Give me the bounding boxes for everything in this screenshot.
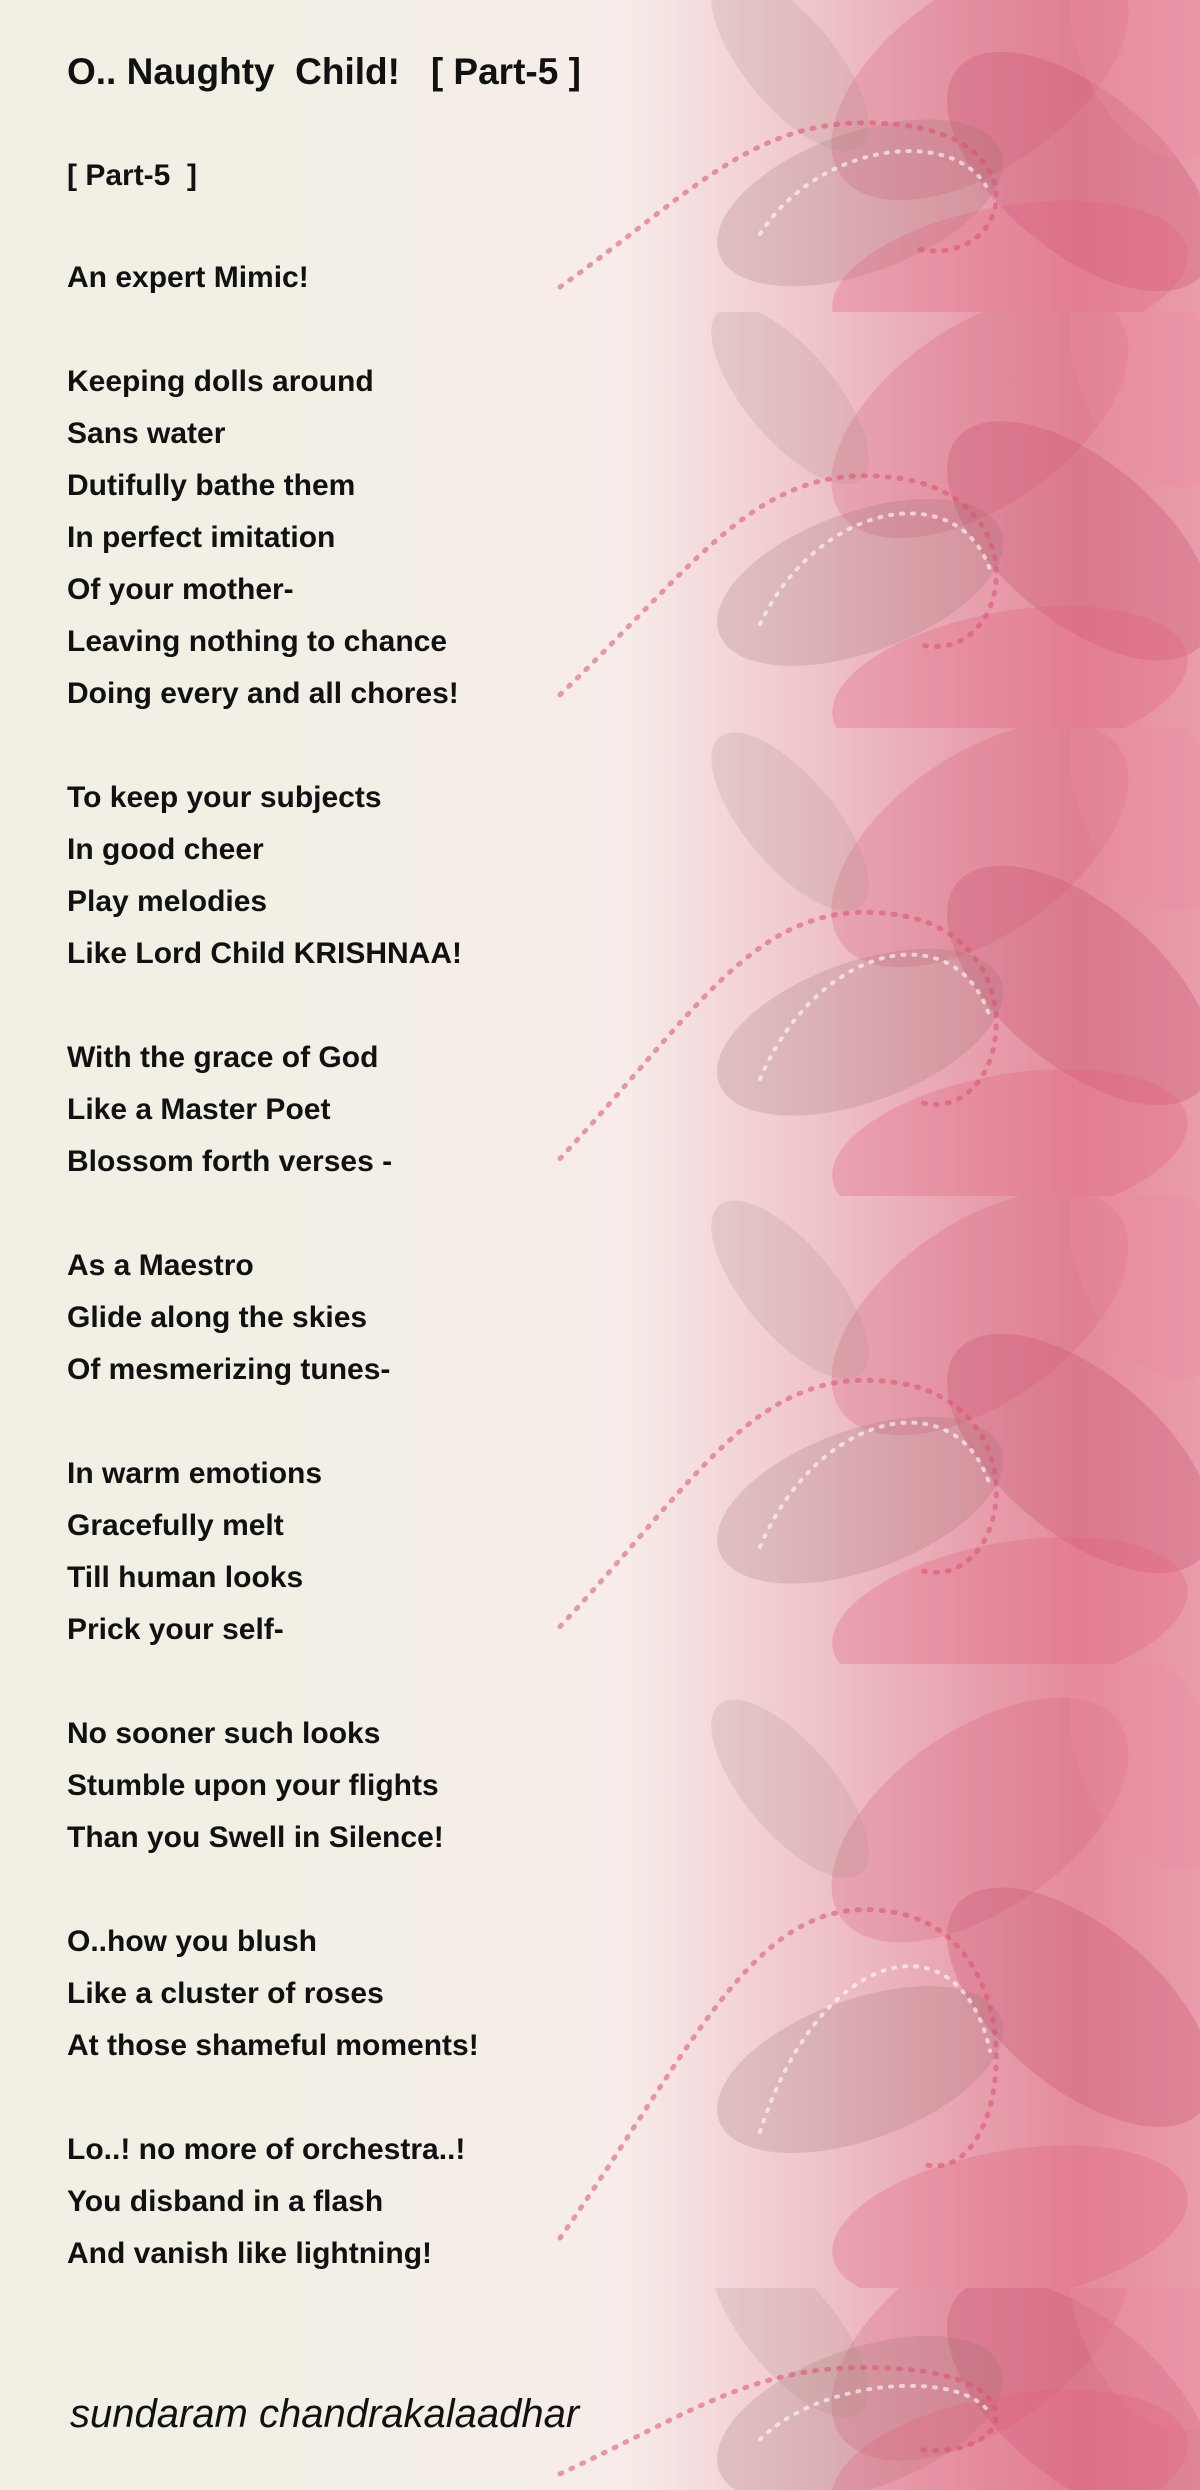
poem-line: [ Part-5 ] <box>67 159 198 192</box>
poem-line: Lo..! no more of orchestra..! <box>67 2133 466 2166</box>
poem-line: And vanish like lightning! <box>67 2237 433 2270</box>
poem-line: Like a Master Poet <box>67 1093 331 1126</box>
poem-line: At those shameful moments! <box>67 2029 479 2062</box>
poem-line: Of your mother- <box>67 573 294 606</box>
poem-line: Gracefully melt <box>67 1509 284 1542</box>
floral-pattern <box>0 2288 1200 2490</box>
poem-line: Blossom forth verses - <box>67 1145 393 1178</box>
poem-line: Keeping dolls around <box>67 365 374 398</box>
poem-line: Play melodies <box>67 885 268 918</box>
poem-line: Prick your self- <box>67 1613 284 1646</box>
poem-line: As a Maestro <box>67 1249 254 1282</box>
poem-line: Glide along the skies <box>67 1301 368 1334</box>
petal-shape <box>685 1676 895 1902</box>
poem-line: With the grace of God <box>67 1041 379 1074</box>
poem-line: Doing every and all chores! <box>67 677 459 710</box>
poem-line: To keep your subjects <box>67 781 382 814</box>
poem-line: Till human looks <box>67 1561 304 1594</box>
petal-shape <box>820 2120 1200 2288</box>
poem-line: An expert Mimic! <box>67 261 309 294</box>
background-band <box>0 2288 1200 2490</box>
poem-line: Like a cluster of roses <box>67 1977 384 2010</box>
poem-line: Leaving nothing to chance <box>67 625 448 658</box>
poem-line: O..how you blush <box>67 1925 317 1958</box>
poem-line: In good cheer <box>67 833 264 866</box>
poem-line: You disband in a flash <box>67 2185 384 2218</box>
poem-line: Sans water <box>67 417 226 450</box>
poem-line: In warm emotions <box>67 1457 323 1490</box>
poem-line: Of mesmerizing tunes- <box>67 1353 391 1386</box>
poem-line: No sooner such looks <box>67 1717 381 1750</box>
poem-line: Than you Swell in Silence! <box>67 1821 444 1854</box>
poem-line: In perfect imitation <box>67 521 336 554</box>
poem-title: O.. Naughty Child! [ Part-5 ] <box>67 51 581 92</box>
poem-author: sundaram chandrakalaadhar <box>70 2392 580 2436</box>
poem-line: Like Lord Child KRISHNAA! <box>67 937 462 970</box>
poem-line: Dutifully bathe them <box>67 469 356 502</box>
poem-line: Stumble upon your flights <box>67 1769 439 1802</box>
